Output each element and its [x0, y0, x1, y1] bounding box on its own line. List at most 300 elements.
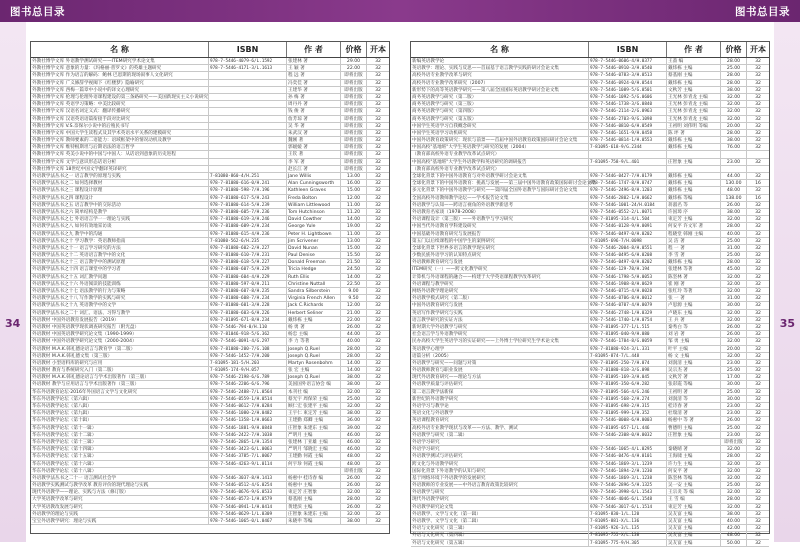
book-price: 44.00	[341, 331, 367, 337]
table-row	[31, 317, 389, 324]
book-format: 32	[755, 174, 761, 179]
book-price: 32.00	[721, 310, 747, 316]
book-author: 杨 文 主编	[667, 353, 721, 359]
book-format: 32	[755, 87, 761, 93]
book-title: 外教社博学文库 中国大学生读程式及其学术英语水平关系的建模研究	[31, 130, 209, 136]
book-format: 32	[755, 468, 761, 474]
book-format: 32	[755, 432, 761, 438]
book-author: 王光林 彭青龙 主编	[667, 108, 721, 114]
book-price: 19.00	[341, 223, 367, 229]
book-format: 32	[755, 526, 761, 532]
book-format: 32	[375, 166, 381, 172]
book-price: 26.00	[721, 417, 747, 423]
book-title: 外教社博学文库 英美小说中的中国与中国人：从话语到意象的历史进程	[31, 151, 209, 157]
table-row	[31, 173, 389, 180]
book-author: 戴炜栋 主编	[667, 173, 721, 179]
book-format: 32	[755, 317, 761, 323]
book-format: 32	[375, 396, 381, 402]
book-isbn: 7-81095-874-7/L.448	[589, 353, 667, 359]
book-title: 中国学生英语学习自我概念研究	[411, 123, 589, 129]
book-format: 32	[755, 353, 761, 359]
book-format: 32	[375, 123, 381, 129]
book-price: 16.00	[341, 180, 367, 186]
book-title: 跨文化与外语教学研究	[411, 461, 589, 467]
book-price: 38.00	[721, 511, 747, 517]
book-price: 即将出版	[341, 144, 367, 150]
book-title: 外语教材 M.A.K.韩礼德文集（第三版）	[31, 353, 209, 359]
book-title: 基于网络环境下外语教学的发展研究	[411, 475, 589, 481]
header-isbn: ISBN	[209, 42, 287, 57]
book-price: 20.00	[721, 123, 747, 129]
book-price: 11.00	[341, 231, 367, 237]
book-isbn: 978-7-81095-698-2/H.315	[589, 403, 667, 409]
book-author: 戴炜栋 等编	[667, 195, 721, 201]
table-row	[31, 403, 389, 410]
book-price: 11.20	[341, 209, 367, 215]
table-row	[31, 238, 389, 245]
book-title: 外语教学、文学与文化（第一辑）	[411, 511, 589, 517]
book-title: 外语教学法丛书之二十一 语言测试社会学	[31, 475, 209, 481]
book-title: 外语教材 小型语料库的研究与应用	[31, 360, 209, 366]
book-isbn: 978-7-5446-0706-8/H.0012	[589, 295, 667, 301]
table-row	[31, 511, 389, 518]
table-row	[31, 338, 389, 345]
book-isbn	[209, 72, 287, 78]
table-row	[411, 94, 769, 101]
table-row	[31, 252, 389, 259]
table-row	[411, 439, 769, 446]
book-author: 王宗炎 等 编	[667, 489, 721, 495]
book-isbn: 7-81095-758-9/L.401	[589, 159, 667, 165]
book-price: 32.00	[721, 461, 747, 467]
book-author: 庄智象 朱建东 主编	[287, 511, 341, 517]
table-row	[31, 331, 389, 338]
table-row	[31, 504, 389, 511]
book-price: 36.00	[341, 417, 367, 423]
book-format: 32	[375, 389, 381, 395]
book-author: 蔡基刚 主编	[287, 496, 341, 502]
book-title: 现代外语教学——理论、实践与方法（修订版）	[31, 489, 209, 495]
book-isbn: 978-7-5446-1065-0/L.0467	[209, 518, 287, 524]
book-format: 32	[755, 490, 761, 496]
book-author: 冯奕佳 著	[287, 80, 341, 86]
book-isbn	[209, 116, 287, 122]
book-author: 蔡光宇 周保荣 主编	[287, 396, 341, 402]
book-author: 王建勤 何霞 主编	[287, 453, 341, 459]
book-author: 詹芳琼 著	[287, 116, 341, 122]
table-row	[411, 453, 769, 460]
book-author: 曹德明 主编	[667, 425, 721, 431]
book-format: 32	[755, 245, 761, 251]
book-format: 32	[375, 253, 381, 259]
book-isbn: 978-7-81095-250-7/H.074	[589, 360, 667, 366]
book-title: 高校外语专业教学改革与研究	[411, 72, 589, 78]
book-price: 22.50	[341, 281, 367, 287]
book-author: 王建华 著	[287, 87, 341, 93]
book-isbn: 978-7-5446-2748-1/H.0329	[589, 310, 667, 316]
table-row	[411, 410, 769, 417]
table-row	[411, 151, 769, 158]
book-price: 26.00	[721, 331, 747, 337]
book-title: 中国学生英语学习动机研究	[411, 130, 589, 136]
book-title: 现代外语教育研究——理论与方法	[411, 374, 589, 380]
book-price: 21.00	[341, 310, 367, 316]
book-format: 32	[755, 404, 761, 409]
table-row	[31, 187, 389, 194]
book-isbn: 978-7-5446-794-0/H.110	[209, 324, 287, 330]
book-format: 32	[375, 217, 381, 223]
book-isbn: 978-7-5446-0495-6/H.0208	[589, 252, 667, 258]
book-author: 孙 梅 著	[287, 94, 341, 100]
book-author: 文秋芳 著	[667, 374, 721, 380]
book-title: 外语教师教育研究与发展	[411, 259, 589, 265]
book-title: 外语教学法丛书之九 教学中的沟通	[31, 231, 209, 237]
table-row	[31, 295, 389, 302]
book-title: 全球化背景下世界多语言的教学现实研究	[411, 245, 589, 251]
book-format: 32	[375, 66, 381, 72]
book-isbn: 978-7-5446-0612-7/H.0284	[209, 403, 287, 409]
book-title: 外教社博学文库 18世纪中国文学翻译英译研究	[31, 166, 209, 172]
book-author: 张红玲 等著	[667, 288, 721, 294]
book-price: 23.00	[721, 360, 747, 366]
book-title: 华东外语教学论坛（第十二辑）	[31, 432, 209, 438]
book-title: 外语教学模式研究（第二版）	[411, 295, 589, 301]
book-isbn: 978-7-5446-1798-5/H.0053	[589, 274, 667, 280]
book-price: 28.00	[341, 346, 367, 352]
book-isbn	[589, 166, 667, 172]
table-row	[411, 180, 769, 187]
book-title: 外语教学实践测试与教学改革 教育评价的现代理论与实践	[31, 482, 209, 488]
book-title: 外语教材 教育与系统研究入门（第二版）	[31, 367, 209, 373]
book-author: Peter H. Lightbown	[287, 231, 341, 237]
book-title: 大学英语教改发展与研究	[31, 504, 209, 510]
book-price: 13.00	[341, 238, 367, 244]
book-price: 22.00	[341, 317, 367, 323]
table-row	[411, 346, 769, 353]
book-price: 12.00	[341, 302, 367, 308]
book-title: 新世纪的外语教学研究	[411, 396, 589, 402]
book-author: Donald Freeman	[287, 259, 341, 265]
book-author: 束定芳 庄智象	[287, 489, 341, 495]
table-row	[411, 518, 769, 525]
book-isbn	[209, 108, 287, 114]
book-author: Martyn Rosenbohm	[287, 360, 341, 366]
book-format: 32	[375, 209, 381, 215]
book-format: 32	[755, 454, 761, 460]
book-price: 28.00	[721, 259, 747, 265]
book-price: 即将出版	[341, 101, 367, 107]
book-title: 外语课程与教学研究	[411, 281, 589, 287]
book-author: 张建林 著	[287, 58, 341, 64]
header-author: 作 者	[287, 42, 341, 57]
book-author: 王初明 著	[667, 389, 721, 395]
book-title: 外语教学法丛书之十七 语法教学的行为与策略	[31, 288, 209, 294]
book-title: 外语学习研究	[411, 446, 589, 452]
book-title: 民办高校大学生英语学习的实证研究——上外博士学位研究生学术论文集	[411, 338, 589, 344]
book-isbn: 978-7-5446-0552-2/L.0071	[589, 209, 667, 215]
book-isbn: 978-7-81095-350-6/H.282	[589, 381, 667, 387]
book-format: 32	[755, 425, 761, 431]
book-author: 叶平 主编	[667, 346, 721, 352]
book-title: 外语教育名家谈（1978-2008）	[411, 209, 589, 215]
book-price: 即将出版	[341, 94, 367, 100]
book-title: 高校外语专业教学现状与改革——方法、教学、测试	[411, 425, 589, 431]
table-row	[411, 540, 769, 547]
book-author: 王建勤 郑卿 主编	[287, 417, 341, 423]
book-author: 杨忠 主编	[287, 331, 341, 337]
book-title: 华东外语教学论坛（第六辑）	[31, 396, 209, 402]
book-author: 吴宗杰 著	[667, 367, 721, 373]
table-row	[411, 216, 769, 223]
book-format: 32	[755, 533, 761, 539]
table-row	[411, 173, 769, 180]
book-price: 32.00	[721, 353, 747, 359]
book-price: 32.00	[721, 338, 747, 344]
book-format: 32	[375, 267, 381, 273]
book-price: 28.00	[721, 130, 747, 136]
book-price: 14.00	[341, 367, 367, 373]
left-page-number: 34	[5, 317, 21, 330]
table-header	[31, 42, 389, 58]
book-isbn: 978-7-81080-616-0/H.241	[209, 180, 287, 186]
book-author: 桂诗春 著	[667, 403, 721, 409]
book-isbn: 978-7-5446-1738-3/G.0840	[589, 101, 667, 107]
book-author: Virginia French Allen	[287, 295, 341, 301]
table-row	[31, 137, 389, 144]
book-title: 外语教材 M.A.K.韩礼德论语言与教育学（第二版）	[31, 346, 209, 352]
book-author: 王初明 刘伟明 等编	[667, 123, 721, 129]
table-row	[411, 288, 769, 295]
book-author: 戴炜栋 主编	[667, 180, 721, 186]
book-isbn: 978-7-5446-1001-24/H.0184	[589, 202, 667, 208]
book-author: 刘润清 等	[667, 396, 721, 402]
book-author: 陈坚林 等编	[667, 475, 721, 481]
book-title: 外语教学法丛书之十一 语言学习研究的方法	[31, 245, 209, 251]
table-body	[31, 58, 389, 525]
book-isbn: 978-7-5446-3423-6/L.0063	[209, 446, 287, 452]
table-row	[411, 281, 769, 288]
book-format: 32	[755, 109, 761, 115]
book-isbn: 978-7-81080-601-3/H.228	[209, 302, 287, 308]
table-row	[31, 94, 389, 101]
book-format: 32	[755, 360, 761, 366]
book-isbn: 978-7-5446-1881-9/H.0848	[209, 425, 287, 431]
table-row	[411, 511, 769, 518]
table-row	[411, 417, 769, 424]
book-price: 即将出版	[341, 87, 367, 93]
book-price: 即将出版	[341, 151, 367, 157]
book-price: 32.00	[721, 489, 747, 495]
table-row	[31, 195, 389, 202]
table-row	[411, 374, 769, 381]
book-price: 32.00	[721, 468, 747, 474]
book-title: 商务英语教学与研究（第五版）	[411, 116, 589, 122]
book-price: 即将出版	[341, 137, 367, 143]
book-title: 外语教学研究论文集	[411, 504, 589, 510]
book-title: 外语教材 中国外语教育发展报告（2019）	[31, 317, 209, 323]
table-row	[411, 87, 769, 94]
table-row	[411, 381, 769, 388]
book-format: 32	[755, 102, 761, 108]
book-isbn: 978-7-5446-4263-9/L.0114	[209, 461, 287, 467]
book-author: 杜瑞清 著	[667, 410, 721, 416]
book-author: Joseph Q.Ruel	[287, 374, 341, 380]
table-row	[31, 302, 389, 309]
book-title: 外语教学法丛书之一 语言教学的原理与实践	[31, 173, 209, 179]
book-title: 华东外语教学论坛（第十六辑）	[31, 461, 209, 467]
book-title: 外语教学质量与评估研究	[411, 381, 589, 387]
book-author: 王 兵 著	[667, 317, 721, 323]
book-price: 即将出版	[721, 439, 747, 445]
book-isbn: 978-7-5446-0924-0/H.0544	[589, 80, 667, 86]
table-row	[31, 461, 389, 468]
book-isbn: 978-7-81080-607-5/H.229	[209, 266, 287, 272]
book-isbn	[589, 151, 667, 157]
table-row	[411, 403, 769, 410]
book-author: Jim Scrivener	[287, 238, 341, 244]
book-isbn: 978-7-5446-1065-4/L.0295	[589, 446, 667, 452]
table-row	[411, 159, 769, 166]
book-price: 48.00	[721, 532, 747, 538]
book-title: 外语与文化研究（第四辑）	[411, 532, 589, 538]
table-row	[411, 202, 769, 209]
book-price: 26.00	[341, 475, 367, 481]
book-isbn	[589, 439, 667, 445]
book-isbn: 978-7-5446-0497-0/H.0202	[589, 259, 667, 265]
book-price: 46.00	[341, 439, 367, 445]
book-price: 9.50	[341, 295, 367, 301]
book-author: 陈坚林 著	[667, 274, 721, 280]
table-row	[411, 209, 769, 216]
book-price: 即将出版	[341, 123, 367, 129]
book-price: 32.00	[341, 389, 367, 395]
book-title: 外语与文化研究（第三辑）	[411, 525, 589, 531]
book-isbn	[209, 137, 287, 143]
book-price: 38.00	[721, 209, 747, 215]
book-title: 华东外语教学论坛（第十三辑）	[31, 439, 209, 445]
book-price: 46.00	[341, 446, 367, 452]
book-format: 32	[375, 245, 381, 251]
book-author: Ruth Ellis	[287, 274, 341, 280]
book-title: 外教社博学文库 文学与意识形态话语分析	[31, 159, 209, 165]
book-format: 32	[375, 138, 381, 144]
book-author: 王蔷 编	[667, 58, 721, 64]
book-isbn	[209, 94, 287, 100]
book-author: 张 一 著	[667, 295, 721, 301]
book-title: 外语教学法丛书之二十 词汇、语法、习得与教学	[31, 310, 209, 316]
book-author: Jane Willis	[287, 173, 341, 179]
book-price: 38.00	[341, 381, 367, 387]
book-price: 12.00	[341, 195, 367, 201]
book-format: 32	[755, 332, 761, 338]
book-format: 32	[375, 504, 381, 510]
book-format: 32	[755, 123, 761, 129]
book-title: 华东外语教学论坛（第十辑）	[31, 417, 209, 423]
book-isbn: 978-7-5446-1747-8/H.0747	[589, 180, 667, 186]
book-format: 32	[755, 483, 761, 489]
book-isbn: 978-7-5446-2865-1/H.1354	[209, 439, 287, 445]
book-title: 外教社博学文库 广义修辞学视阈下《红楼梦》隐喻研究	[31, 80, 209, 86]
book-format: 32	[755, 396, 761, 402]
book-title: 全球化背景下的中国外语教育与对外语教学研讨会论文集	[411, 173, 589, 179]
book-title: 语篇分析（2005）	[411, 353, 589, 359]
table-row	[31, 482, 389, 489]
table-row	[411, 475, 769, 482]
book-isbn: 978-7-81080-924-3/L.331	[589, 346, 667, 352]
book-isbn: 978-7-81095-040-9/H.080	[589, 331, 667, 337]
book-price: 23.00	[721, 403, 747, 409]
book-isbn: 978-7-81095-377-1/L.515	[589, 324, 667, 330]
book-format: 32	[375, 296, 381, 302]
book-price: 25.00	[721, 425, 747, 431]
book-format: 32	[375, 447, 381, 453]
book-isbn	[209, 166, 287, 172]
table-row	[31, 245, 389, 252]
book-title: 外教社博学文库 汉语名词定义式：翻译传播研究	[31, 108, 209, 114]
book-title: 商务英语教学与研究（第三版）	[411, 101, 589, 107]
book-format: 32	[375, 73, 381, 79]
book-isbn: 978-7-5446-2206-6/G.796	[209, 381, 287, 387]
book-author: 戴炜栋 主编	[667, 187, 721, 193]
book-author: 吴友富 主编	[667, 532, 721, 538]
book-format: 32	[755, 267, 761, 273]
book-isbn: 978-7-81080-602-2/H.227	[209, 245, 287, 251]
book-format: 32	[755, 217, 761, 223]
book-price: 25.00	[721, 65, 747, 71]
book-isbn: 978-7-5446-1092-5/G.0606	[589, 94, 667, 100]
book-title: 外语教材 教学与应用语言与学术出版著作（第三版）	[31, 381, 209, 387]
book-author: David Cowther	[287, 216, 341, 222]
book-format: 32	[755, 504, 761, 510]
book-title: 外语教材 中国英语教学研究论文集（1990-1999）	[31, 331, 209, 337]
book-price: 44.00	[721, 173, 747, 179]
book-format: 32	[375, 353, 381, 359]
book-title: 外语教师教育与职业发展	[411, 367, 589, 373]
left-gutter	[0, 22, 26, 542]
table-row	[411, 446, 769, 453]
book-title: 外教社博学文库 外语教学测试研究——ITEM研究学术论文集	[31, 58, 209, 64]
book-format: 32	[755, 289, 761, 294]
table-row	[411, 187, 769, 194]
book-title: 华东外语教学论坛（第八辑）	[31, 403, 209, 409]
book-title: 外语教学与研究——问题与对策	[411, 360, 589, 366]
book-isbn: 978-7-5446-2308-0/H.0032	[589, 432, 667, 438]
book-isbn: 7-81095-881-X/L.136	[589, 518, 667, 524]
table-row	[411, 166, 769, 173]
book-format: 32	[375, 202, 381, 208]
table-row	[411, 525, 769, 532]
header-format: 开本	[750, 45, 766, 54]
book-price: 39.00	[341, 425, 367, 431]
book-price: 40.00	[721, 518, 747, 524]
book-author: 王钦 著	[287, 151, 341, 157]
book-format: 32	[375, 59, 381, 64]
table-row	[411, 317, 769, 324]
book-format: 32	[375, 461, 381, 467]
table-row	[411, 274, 769, 281]
book-isbn: 978-7-5446-2802-1/H.0662	[589, 195, 667, 201]
book-author: 王宇仁 束定芳 主编	[287, 410, 341, 416]
book-price: 32.00	[721, 216, 747, 222]
book-isbn: 978-7-81095-169-3/H.045	[589, 374, 667, 380]
book-format: 32	[375, 317, 381, 323]
table-row	[411, 195, 769, 202]
book-price: 25.00	[721, 252, 747, 258]
book-title: 外教社博学文库 意象的力量：《玛格丽·普罗文》的英雄主题研究	[31, 65, 209, 71]
book-price: 40.00	[341, 338, 367, 344]
book-price: 28.00	[721, 223, 747, 229]
book-isbn: 7-81080-562-6/H.235	[209, 238, 287, 244]
